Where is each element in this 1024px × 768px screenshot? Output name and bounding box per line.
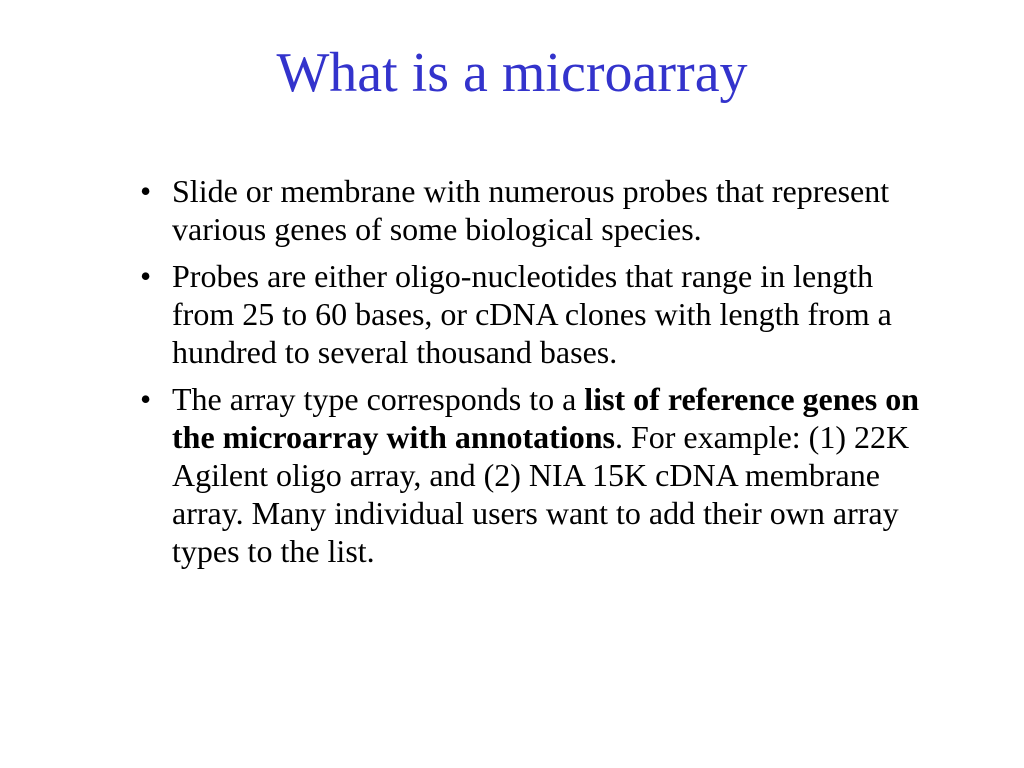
bullet-icon: • bbox=[140, 381, 152, 417]
bullet-icon: • bbox=[140, 258, 152, 294]
bullet-item-2 bbox=[140, 257, 940, 371]
bullet-text: Probes are either oligo-nucleotides that range in length from 25 to 60 bases, or cDNA clones with length from a hundred to several thousand bases. bbox=[172, 258, 892, 370]
bullet-text: Slide or membrane with numerous probes that represent various genes of some biological species. bbox=[172, 173, 890, 247]
slide-title: What is a microarray bbox=[276, 42, 748, 104]
bullet-text-bold: list of reference genes on the microarray with annotations bbox=[172, 381, 919, 455]
bullet-item-3 bbox=[140, 380, 940, 570]
bullet-text-after: . For example: (1) 22K Agilent oligo array, and (2) NIA 15K cDNA membrane array. Many individual users want to add their own array types to the list. bbox=[172, 419, 910, 569]
bullet-text-before: The array type corresponds to a bbox=[172, 381, 585, 417]
bullet-item-1 bbox=[140, 172, 940, 248]
bullet-list bbox=[140, 172, 940, 579]
bullet-icon: • bbox=[140, 173, 152, 209]
